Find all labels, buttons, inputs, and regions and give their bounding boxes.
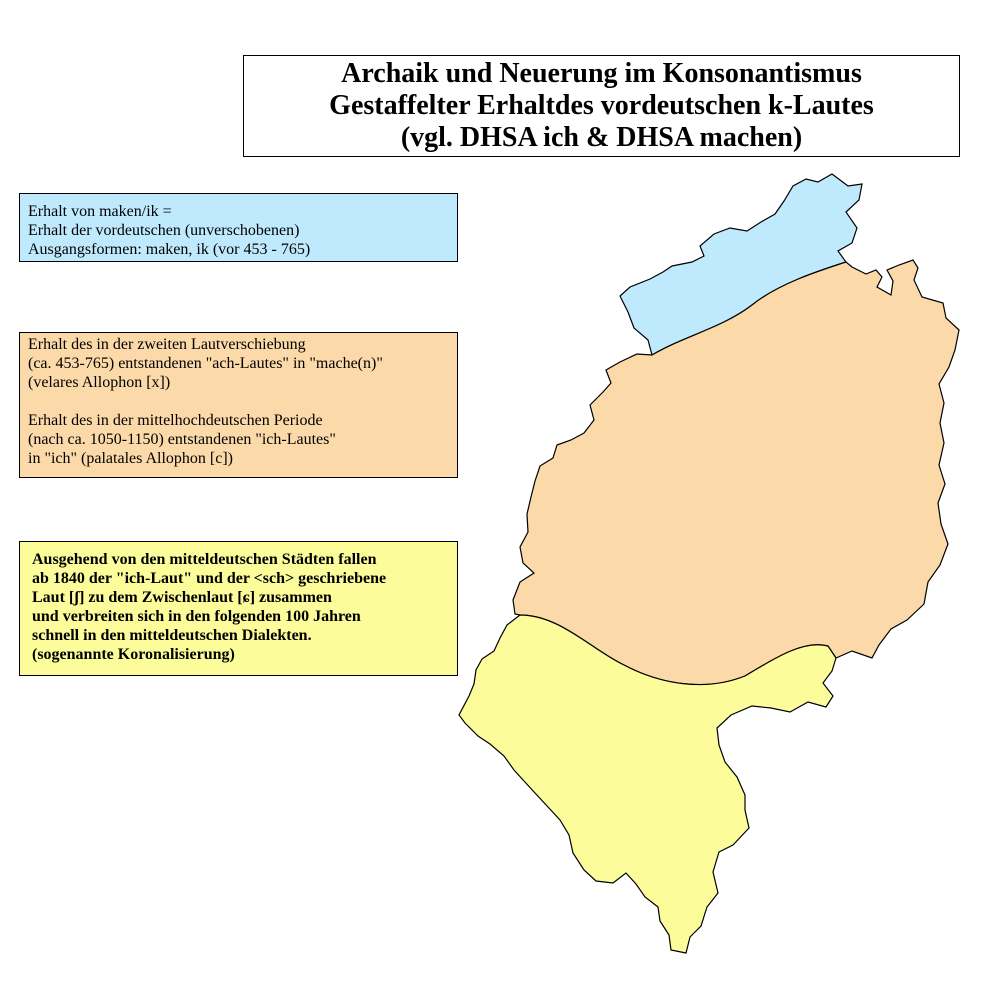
legend-yellow-line-3: Laut [ʃ] zu dem Zwischenlaut [ɕ] zusammen — [32, 589, 332, 606]
legend-orange-line-2: (ca. 453-765) entstandenen "ach-Lautes" in "mache(n)" — [28, 355, 383, 372]
legend-yellow-line-2: ab 1840 der "ich-Laut" und der <sch> geschriebene — [32, 570, 387, 587]
map-region-central — [513, 260, 959, 685]
legend-orange-line-5: (nach ca. 1050-1150) entstandenen "ich-Lautes" — [28, 431, 336, 448]
legend-orange-line-3: (velares Allophon [x]) — [28, 374, 171, 391]
legend-orange-line-4: Erhalt des in der mittelhochdeutschen Periode — [28, 412, 323, 429]
legend-orange-line-6: in "ich" (palatales Allophon [c]) — [28, 450, 233, 467]
legend-blue-line-1: Erhalt von maken/ik = — [28, 203, 172, 220]
legend-yellow-line-4: und verbreiten sich in den folgenden 100 Jahren — [32, 608, 361, 625]
legend-yellow-line-6: (sogenannte Koronalisierung) — [32, 646, 235, 663]
title-line-3: (vgl. DHSA ich & DHSA machen) — [400, 122, 803, 153]
legend-yellow-line-5: schnell in den mitteldeutschen Dialekten. — [32, 627, 312, 644]
legend-blue-line-3: Ausgangsformen: maken, ik (vor 453 - 765) — [28, 241, 311, 258]
title-line-1: Archaik und Neuerung im Konsonantismus — [341, 58, 862, 89]
legend-yellow-line-1: Ausgehend von den mitteldeutschen Städten fallen — [32, 551, 377, 568]
legend-orange-line-1: Erhalt des in der zweiten Lautverschiebung — [28, 336, 306, 353]
title-line-2: Gestaffelter Erhaltdes vordeutschen k-Lautes — [329, 90, 874, 121]
legend-blue-line-2: Erhalt der vordeutschen (unverschobenen) — [28, 222, 300, 239]
